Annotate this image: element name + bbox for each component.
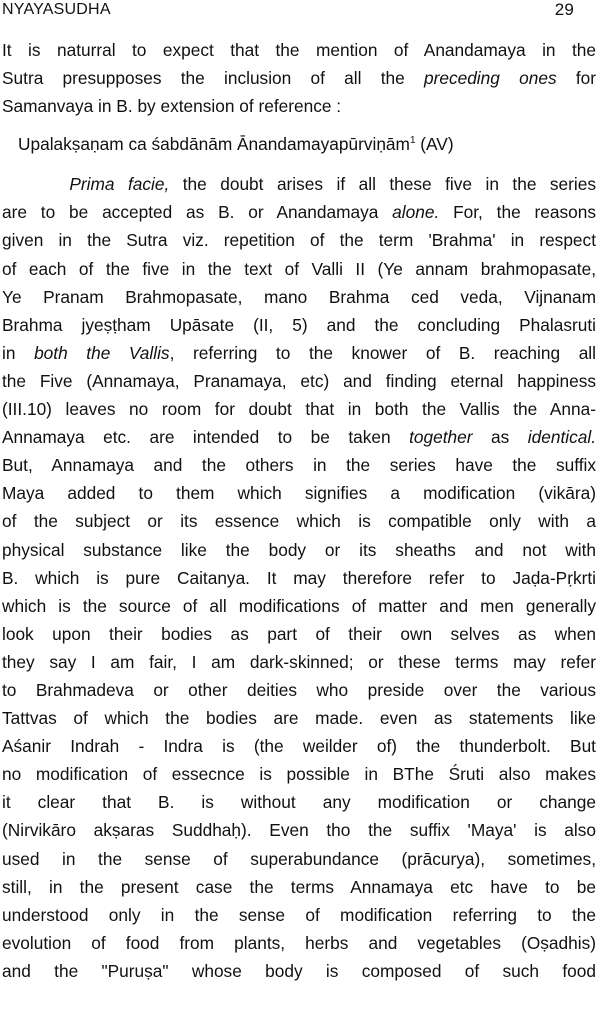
text-line: to Brahmadeva or other deities who preside over the various (2, 679, 596, 700)
text-line: (III.10) leaves no room for doubt that in both the Vallis the Anna- (2, 399, 596, 420)
text-line: in both the Vallis, referring to the knower of B. reaching all (2, 342, 596, 363)
text-line: Aśanir Indrah - Indra is (the weilder of) the thunderbolt. But (2, 736, 596, 757)
paragraph-main (2, 170, 596, 985)
text-line: which is the source of all modifications of matter and men generally (2, 595, 596, 616)
footnote-marker: 1 (409, 135, 416, 147)
text-line: Samanvaya in B. by extension of reference : (2, 96, 342, 117)
emphasis: identical. (527, 427, 596, 448)
text-line: it clear that B. is without any modification or change (2, 792, 596, 813)
text-line: and the "Puruṣa" whose body is composed of such food (2, 960, 596, 981)
text-line: no modification of essecnce is possible in BThe Śruti also makes (2, 764, 596, 785)
emphasis: both the Vallis (34, 342, 170, 363)
text-line: look upon their bodies as part of their own selves as when (2, 623, 596, 644)
text-line: still, in the present case the terms Annamaya etc have to be (2, 876, 596, 897)
text-line: It is naturral to expect that the mention of Anandamaya in the (2, 40, 596, 60)
text-line: given in the Sutra viz. repetition of the term 'Brahma' in respect (2, 230, 596, 251)
quoted-verse: Upalakṣaṇam ca śabdānām Ānandamayapūrviṇām$^1$ (AV) (18, 134, 454, 155)
body-text (2, 36, 596, 985)
text-line: the Five (Annamaya, Pranamaya, etc) and finding eternal happiness (2, 370, 596, 391)
text-line: used in the sense of superabundance (prācurya), sometimes, (2, 848, 596, 869)
text-line: understood only in the sense of modification referring to the (2, 904, 596, 925)
text-line: B. which is pure Caitanya. It may therefore refer to Jaḍa-Pṛkrti (2, 567, 596, 588)
text-line: they say I am fair, I am dark-skinned; or these terms may refer (2, 651, 596, 672)
text-line: physical substance like the body or its sheaths and not with (2, 539, 596, 560)
emphasis: Prima facie, (69, 174, 170, 195)
text-line: evolution of food from plants, herbs and vegetables (Oṣadhis) (2, 932, 596, 953)
text-line: of the subject or its essence which is compatible only with a (2, 511, 596, 532)
text-line: But, Annamaya and the others in the series have the suffix (2, 455, 596, 476)
text-line: Ye Pranam Brahmopasate, mano Brahma ced veda, Vijnanam (2, 286, 596, 307)
text-line: Annamaya etc. are intended to be taken together as identical. (2, 427, 596, 448)
emphasis: alone. (392, 202, 440, 223)
text-line: Tattvas of which the bodies are made. even as statements like (2, 708, 596, 729)
text-line: of each of the five in the text of Valli II (Ye annam brahmopasate, (2, 258, 596, 279)
text-line: Brahma jyeṣṭham Upāsate (II, 5) and the concluding Phalasruti (2, 314, 596, 335)
emphasis: together (409, 427, 473, 448)
text-line: (Nirvikāro akṣaras Suddhaḥ). Even tho the suffix 'Maya' is also (2, 820, 596, 841)
page-number: 29 (554, 0, 574, 19)
text-line: Maya added to them which signifies a modification (vikāra) (2, 483, 596, 504)
text-line: are to be accepted as B. or Anandamaya alone. For, the reasons (2, 202, 596, 223)
emphasis: preceding ones (423, 68, 557, 89)
text-line: Prima facie, the doubt arises if all these five in the series (69, 174, 596, 195)
text-line: Sutra presupposes the inclusion of all the preceding ones for (2, 68, 596, 89)
running-title: NYAYASUDHA (2, 1, 111, 18)
running-header (2, 0, 594, 24)
paragraph-intro (2, 36, 596, 120)
